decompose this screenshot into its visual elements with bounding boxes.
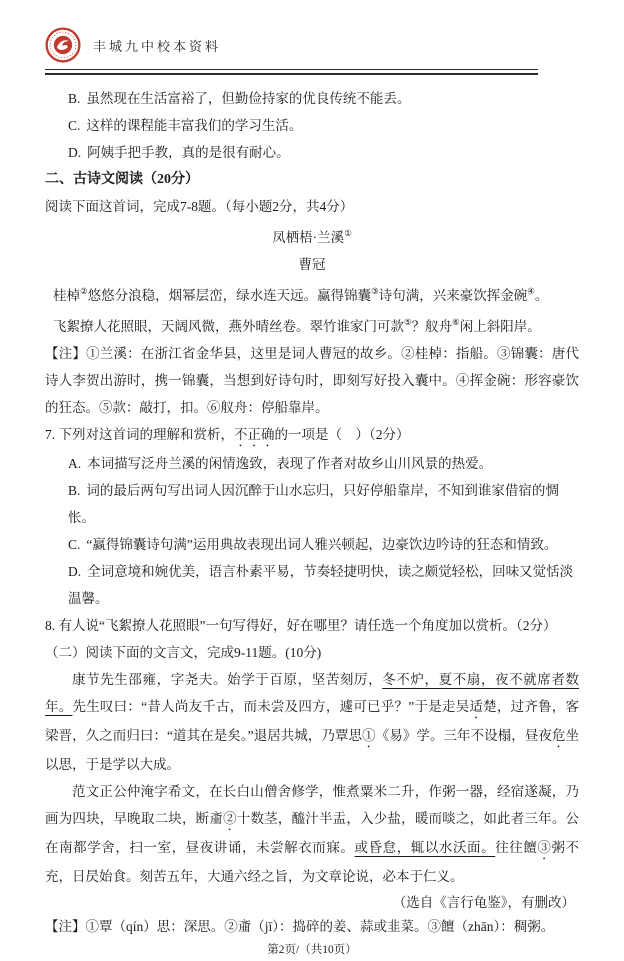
text-segment: 的一项是（ ）（2分） xyxy=(274,427,410,442)
text-segment: 康节先生邵雍，字尧夫。始学于百原，坚苦刻厉， xyxy=(72,672,383,687)
header-title: 丰城九中校本资料 xyxy=(93,38,222,54)
note-superscript: ③ xyxy=(371,286,379,296)
text-segment: 。 xyxy=(534,288,549,303)
passage-paragraph-1 xyxy=(45,666,579,778)
poem-author: 曹冠 xyxy=(298,257,326,272)
option-label: B. xyxy=(68,483,81,498)
question-8-stem: 8. 有人说“飞絮撩人花照眼”一句写得好，好在哪里？请任选一个角度加以赏析。（2分） xyxy=(45,618,557,633)
header-divider xyxy=(45,69,538,75)
emphasized-text: 适 xyxy=(469,699,484,714)
option-text: 全词意境和婉优美，语言朴素平易，节奏轻捷明快，读之颇觉轻松，回味又觉恬淡温馨。 xyxy=(68,564,574,606)
reading-intro: 阅读下面这首词，完成7-8题。（每小题2分，共4分） xyxy=(45,199,354,214)
text-segment: 7. 下列对这首词的理解和赏析， xyxy=(45,427,234,442)
source-attribution: （选自《言行龟鉴》，有删改） xyxy=(392,895,575,910)
emphasized-text: 危 xyxy=(551,728,566,743)
note-superscript: ① xyxy=(344,228,352,238)
section-heading: 二、古诗文阅读（20分） xyxy=(45,172,199,187)
option-label: C. xyxy=(68,118,81,133)
text-segment: 往往饘 xyxy=(495,840,538,855)
text-segment: 悠悠分浪稳，烟幂层峦，绿水连天远。赢得锦囊 xyxy=(87,288,372,303)
q7-option-d xyxy=(45,558,579,612)
poem-line-2 xyxy=(45,309,579,340)
passage-paragraph-2 xyxy=(45,778,579,890)
note-superscript: ⑥ xyxy=(452,317,460,327)
passage-notes: 【注】①覃（qín）思：深思。②齑（jī）：捣碎的姜、蒜或韭菜。③饘（zhān）：稠粥。 xyxy=(45,919,555,934)
poem-title xyxy=(45,220,579,251)
note-superscript: ⑤ xyxy=(404,317,412,327)
underlined-text: 冬不炉，夏不扇，夜不就席者数年。 xyxy=(45,672,580,714)
option-label: D. xyxy=(68,564,82,579)
text-segment: 十数茎，醯汁半盂，入少盐，暖而啖之，如此者三年。公在南都学舍，扫一室，昼夜讲诵，未尝解衣而寐。 xyxy=(45,811,580,855)
prev-question-option-c xyxy=(45,112,579,139)
q7-option-a xyxy=(45,450,579,477)
text-segment: 飞絮撩人花照眼，天阔风微，燕外晴丝卷。翠竹谁家门可款 xyxy=(53,319,404,334)
option-text: 这样的课程能丰富我们的学习生活。 xyxy=(86,118,303,133)
question-7-stem xyxy=(45,421,579,450)
text-segment: ？舣舟 xyxy=(411,319,453,334)
option-label: B. xyxy=(68,91,81,106)
poem-line-1 xyxy=(45,278,579,309)
option-text: 本词描写泛舟兰溪的闲情逸致，表现了作者对故乡山川风景的热爱。 xyxy=(87,456,493,471)
text-segment: 坐以思，于是学以大成。 xyxy=(45,728,580,772)
text-segment: 闲上斜阳岸。 xyxy=(459,319,541,334)
note-superscript: ② xyxy=(80,286,88,296)
text-segment: 诗句满，兴来豪饮挥金碗 xyxy=(378,288,528,303)
text-segment: 楚，过齐鲁，客梁晋，久之而归曰：“道其在是矣。”退居共城，乃覃思 xyxy=(45,699,580,743)
text-segment: 凤栖梧·兰溪 xyxy=(272,230,345,245)
text-segment: 先生叹曰：“昔人尚友千古，而未尝及四方，遽可已乎？”于是走吴 xyxy=(72,699,470,714)
q7-option-c xyxy=(45,531,579,558)
page-header xyxy=(45,26,579,64)
option-label: D. xyxy=(68,145,82,160)
emphasized-text: ② xyxy=(223,811,237,826)
prev-question-option-d xyxy=(45,139,579,166)
option-text: 虽然现在生活富裕了，但勤俭持家的优良传统不能丢。 xyxy=(86,91,411,106)
emphasized-text: ③ xyxy=(537,840,552,855)
option-text: 词的最后两句写出词人因沉醉于山水忘归，只好停船靠岸，不知到谁家借宿的惆怅。 xyxy=(68,483,559,525)
text-segment: 范文正公仲淹字希文，在长白山僧舍修学，惟煮粟米二升，作粥一器，经宿遂凝，乃画为四块，早晚取二块，断齑 xyxy=(45,784,579,826)
option-label: C. xyxy=(68,537,81,552)
q7-option-b xyxy=(45,477,579,531)
emphasized-text: ① xyxy=(362,728,376,743)
section-2-intro: （二）阅读下面的文言文，完成9-11题。(10分) xyxy=(45,645,322,660)
poem-notes: 【注】①兰溪：在浙江省金华县，这里是词人曹冠的故乡。②桂棹：指船。③锦囊：唐代诗人李贺出游时，携一锦囊，当想到好诗句时，即刻写好投入囊中。④挥金碗：形容豪饮的狂态。⑤款：敲打，扣。⑥舣舟：停船靠岸。 xyxy=(45,346,579,415)
emphasized-text: 不正确 xyxy=(234,427,275,442)
option-text: “赢得锦囊诗句满”运用典故表现出词人雅兴顿起，边豪饮边吟诗的狂态和情致。 xyxy=(86,537,558,552)
underlined-text: 或昏怠，辄以水沃面。 xyxy=(354,840,496,855)
option-text: 阿姨手把手教，真的是很有耐心。 xyxy=(87,145,290,160)
page-footer: 第2页/（共10页） xyxy=(267,944,357,956)
prev-question-option-b xyxy=(45,85,579,112)
text-segment: 《易》学。三年不设榻，昼夜 xyxy=(375,728,552,743)
text-segment: 桂棹 xyxy=(53,288,80,303)
option-label: A. xyxy=(68,456,82,471)
note-superscript: ④ xyxy=(527,286,535,296)
text-segment: 粥不充，日昃始食。刻苦五年，大通六经之旨，为文章论说，必本于仁义。 xyxy=(45,840,580,884)
school-seal-logo-icon xyxy=(45,27,81,63)
